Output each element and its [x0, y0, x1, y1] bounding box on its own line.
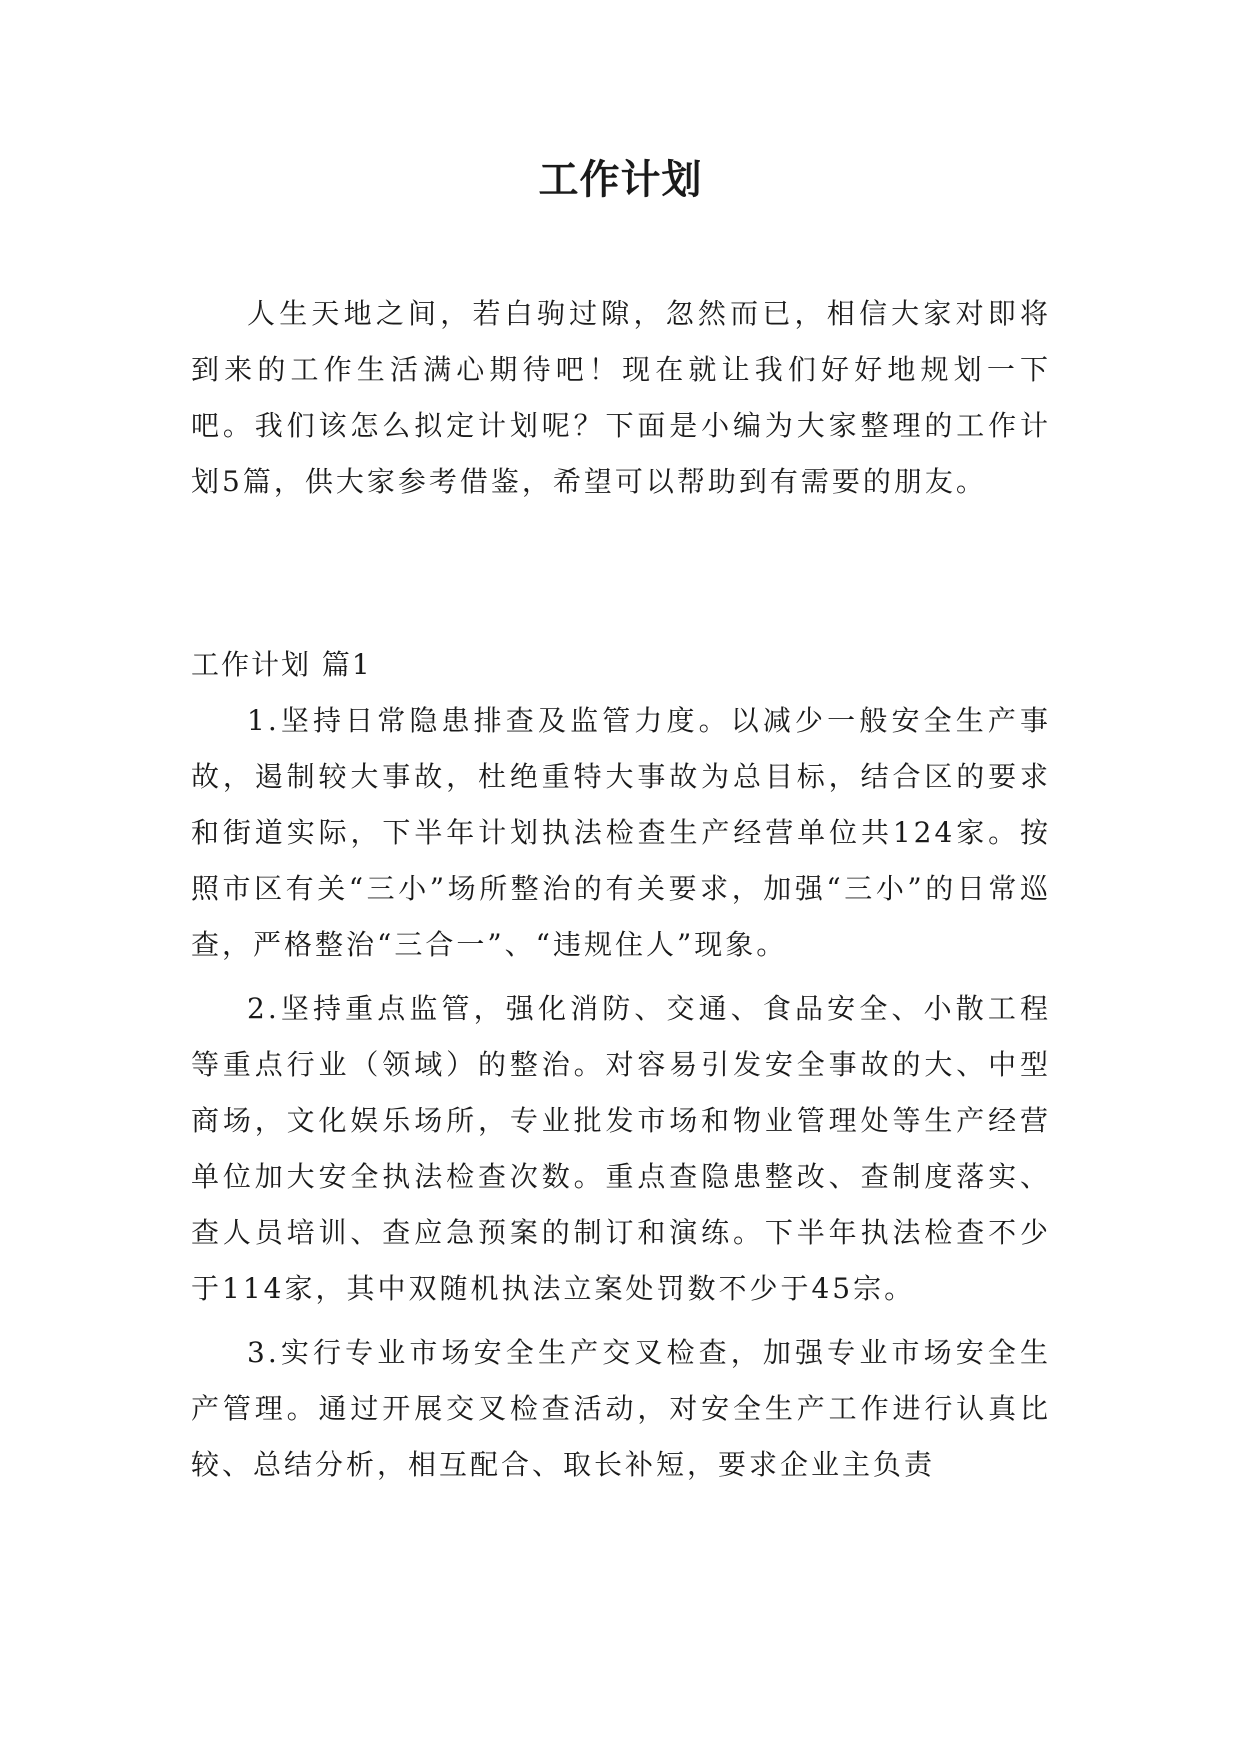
body-paragraph-2: 2.坚持重点监管，强化消防、交通、食品安全、小散工程等重点行业（领域）的整治。对容易引发安全事故的大、中型商场，文化娱乐场所，专业批发市场和物业管理处等生产经营单位加大安全执法检查次数。重点查隐患整改、查制度落实、查人员培训、查应急预案的制订和演练。下半年执法检查不少于114家，其中双随机执法立案处罚数不少于45宗。 — [191, 992, 1051, 1305]
intro-paragraph: 人生天地之间，若白驹过隙，忽然而已，相信大家对即将到来的工作生活满心期待吧！现在就让我们好好地规划一下吧。我们该怎么拟定计划呢？下面是小编为大家整理的工作计划5篇，供大家参考借鉴，希望可以帮助到有需要的朋友。 — [191, 297, 1051, 498]
document-title: 工作计划 — [538, 157, 703, 203]
body-paragraph-1: 1.坚持日常隐患排查及监管力度。以减少一般安全生产事故，遏制较大事故，杜绝重特大事故为总目标，结合区的要求和街道实际，下半年计划执法检查生产经营单位共124家。按照市区有关“三小”场所整治的有关要求，加强“三小”的日常巡查，严格整治“三合一”、“违规住人”现象。 — [191, 704, 1051, 961]
section-heading: 工作计划 篇1 — [191, 648, 372, 681]
body-paragraph-3: 3.实行专业市场安全生产交叉检查，加强专业市场安全生产管理。通过开展交叉检查活动，对安全生产工作进行认真比较、总结分析，相互配合、取长补短，要求企业主负责 — [191, 1336, 1051, 1481]
section-block — [191, 637, 1051, 1493]
intro-block — [191, 286, 1051, 510]
